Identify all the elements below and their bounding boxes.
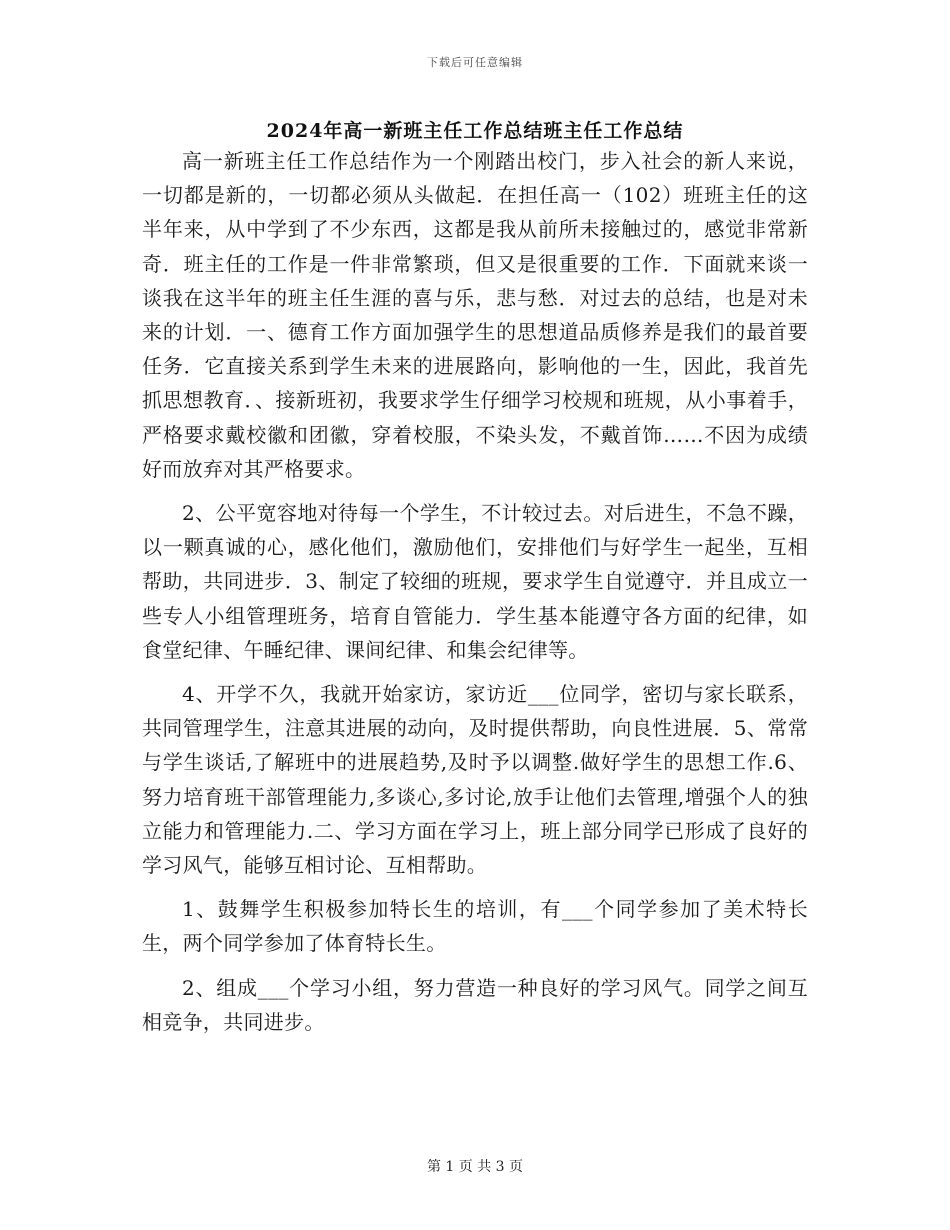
paragraph: 高一新班主任工作总结作为一个刚踏出校门，步入社会的新人来说，一切都是新的，一切都必须从头做起．在担任高一（102）班班主任的这半年来，从中学到了不少东西，这都是我从前所未接触过的，感觉非常新奇．班主任的工作是一件非常繁琐，但又是很重要的工作．下面就来谈一谈我在这半年的班主任生涯的喜与乐，悲与愁．对过去的总结，也是对未来的计划．一、德育工作方面加强学生的思想道品质修养是我们的最首要任务．它直接关系到学生未来的进展路向，影响他的一生，因此，我首先抓思想教育．、接新班初，我要求学生仔细学习校规和班规，从小事着手，严格要求戴校徽和团徽，穿着校服，不染头发，不戴首饰……不因为成绩好而放弃对其严格要求。 <box>142 149 808 481</box>
paragraph: 4、开学不久，我就开始家访，家访近___位同学，密切与家长联系，共同管理学生，注意其进展的动向，及时提供帮助，向良性进展．5、常常与学生谈话,了解班中的进展趋势,及时予以调整.做好学生的思想工作.6、努力培育班干部管理能力,多谈心,多讨论,放手让他们去管理,增强个人的独立能力和管理能力.二、学习方面在学习上，班上部分同学已形成了良好的学习风气，能够互相讨论、互相帮助。 <box>142 682 808 878</box>
header-note: 下载后可任意编辑 <box>427 56 523 69</box>
paragraph: 2、公平宽容地对待每一个学生，不计较过去。对后进生，不急不躁，以一颗真诚的心，感化他们，激励他们，安排他们与好学生一起坐，互相帮助，共同进步．3、制定了较细的班规，要求学生自觉遵守．并且成立一些专人小组管理班务，培育自管能力．学生基本能遵守各方面的纪律，如食堂纪律、午睡纪律、课间纪律、和集会纪律等。 <box>142 501 808 662</box>
paragraph: 2、组成___个学习小组，努力营造一种良好的学习风气。同学之间互相竞争，共同进步。 <box>142 975 808 1034</box>
document-body <box>142 144 808 1039</box>
document-title: 2024年高一新班主任工作总结班主任工作总结 <box>266 120 684 142</box>
page-number: 第 1 页 共 3 页 <box>426 1159 524 1175</box>
paragraph: 1、鼓舞学生积极参加特长生的培训，有___个同学参加了美术特长生，两个同学参加了体育特长生。 <box>142 897 808 956</box>
